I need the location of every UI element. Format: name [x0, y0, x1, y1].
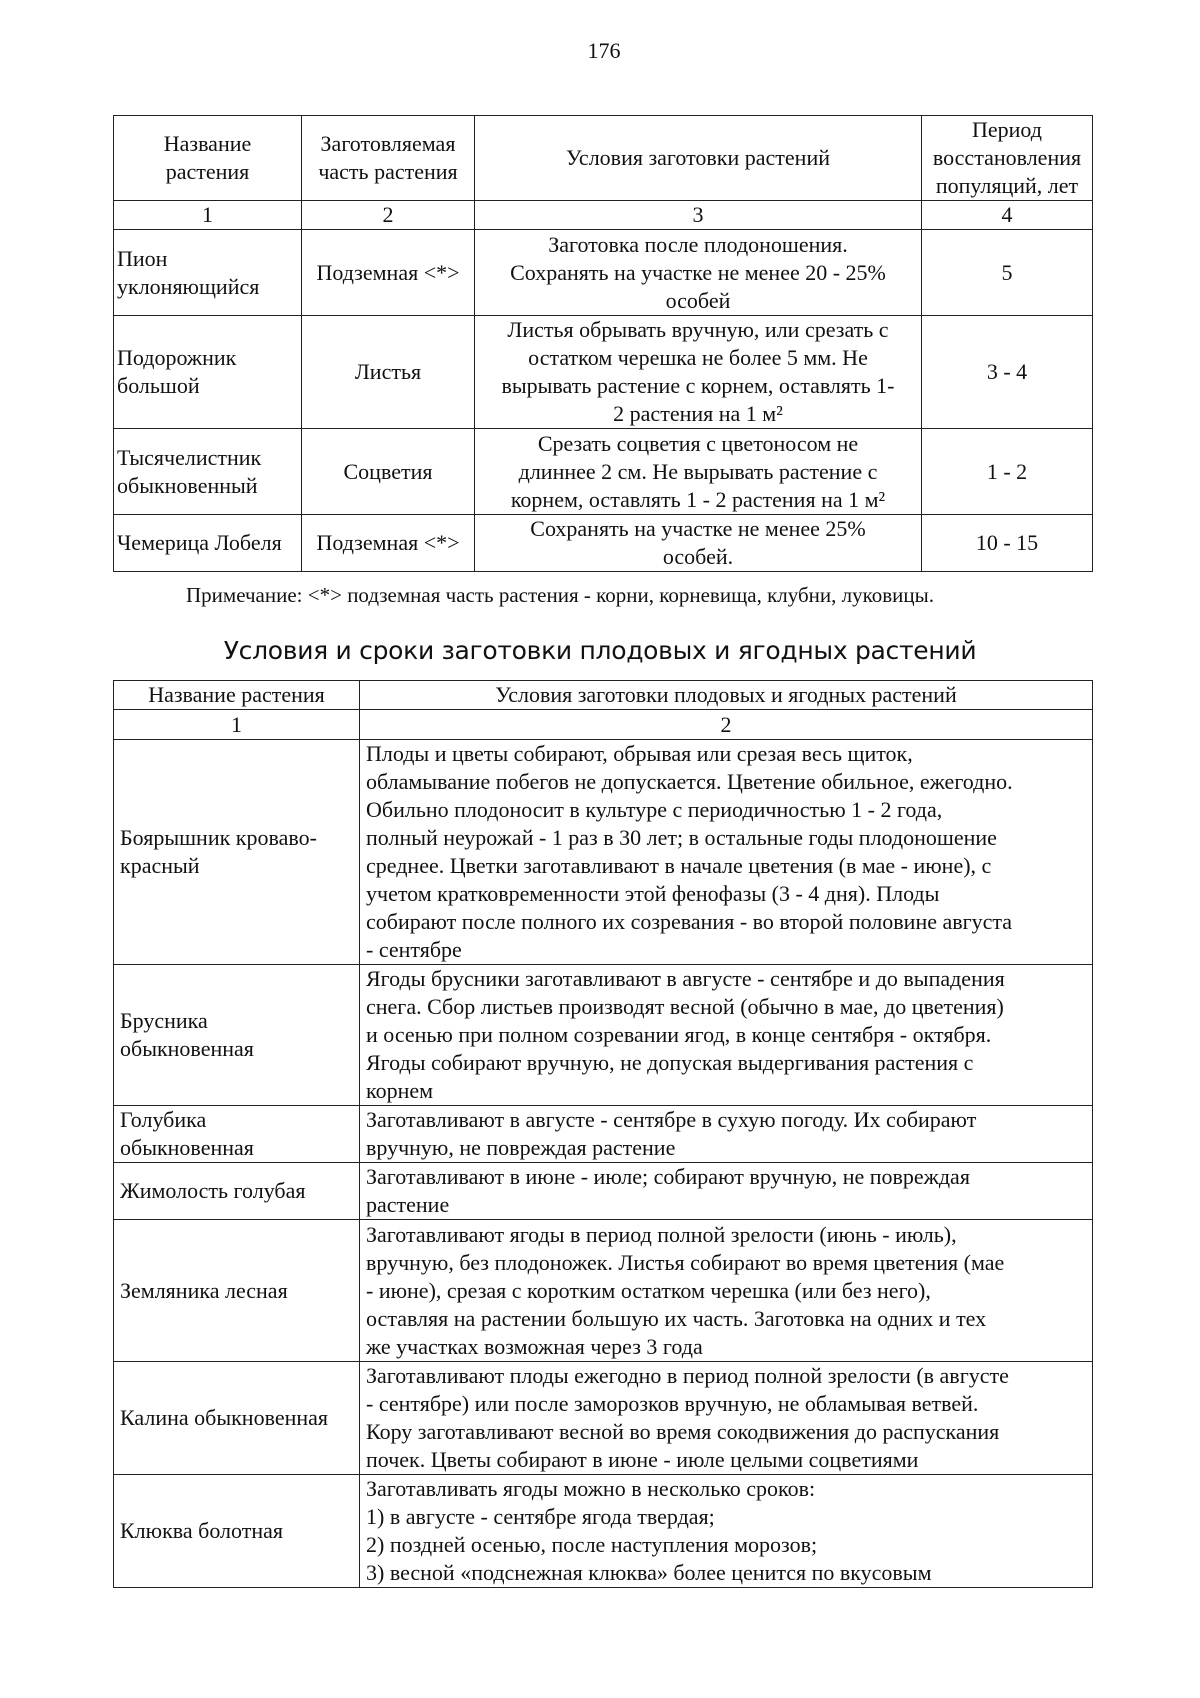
harvest-conditions-line: остатком черешка не более 5 мм. Не [528, 345, 868, 370]
harvest-conditions-line: 3) весной «подснежная клюква» более ценится по вкусовым [366, 1560, 932, 1585]
harvest-conditions-line: - сентябре [366, 937, 462, 962]
column-header [114, 681, 360, 710]
plant-name-line: Чемерица Лобеля [117, 530, 282, 555]
harvest-conditions [360, 740, 1093, 965]
harvest-conditions-line: - сентябре) или после заморозков вручную, не обламывая ветвей. [366, 1391, 979, 1416]
column-number [922, 201, 1093, 230]
harvest-conditions-table [113, 115, 1093, 572]
column-number-row [114, 201, 1093, 230]
header-row [114, 116, 1093, 201]
harvested-part-line: Листья [354, 359, 422, 384]
harvest-conditions-line: полный неурожай - 1 раз в 30 лет; в остальные годы плодоношение [366, 825, 997, 850]
plant-name [114, 429, 302, 515]
plant-name-line: Жимолость голубая [120, 1178, 306, 1203]
plant-name [114, 1163, 360, 1220]
harvest-conditions-line: 2) поздней осенью, после наступления морозов; [366, 1532, 818, 1557]
table-row [114, 1220, 1093, 1362]
plant-name-line: Клюква болотная [120, 1518, 284, 1543]
plant-name [114, 316, 302, 429]
harvest-conditions-line: Заготавливают ягоды в период полной зрелости (июнь - июль), [366, 1221, 957, 1247]
harvest-conditions-line: 1) в августе - сентябре ягода твердая; [366, 1504, 715, 1529]
harvest-conditions-line: - июне), срезая с коротким остатком черешка (или без него), [366, 1277, 931, 1303]
harvest-conditions-line: Сохранять на участке не менее 20 - 25% [510, 259, 886, 285]
harvest-conditions [475, 316, 922, 429]
harvest-conditions-line: Плоды и цветы собирают, обрывая или срезая весь щиток, [366, 741, 913, 766]
fruit-berry-harvest-table [113, 680, 1093, 1588]
plant-name-line: Голубика [120, 1107, 207, 1132]
harvest-conditions-line: Срезать соцветия с цветоносом не [537, 430, 859, 456]
harvest-conditions-line: учетом кратковременности этой фенофазы (3 - 4 дня). Плоды [366, 881, 940, 906]
plant-name-line: обыкновенная [120, 1036, 254, 1061]
column-header [302, 116, 475, 201]
harvest-conditions-line: длиннее 2 см. Не вырывать растение с [518, 458, 878, 484]
harvest-conditions [360, 1163, 1093, 1220]
plant-name-line: Калина обыкновенная [120, 1405, 329, 1430]
recovery-period [922, 316, 1093, 429]
harvest-conditions-line: Заготавливают в июне - июле; собирают вручную, не повреждая [366, 1164, 970, 1189]
plant-name-line: большой [117, 373, 200, 398]
harvest-conditions [475, 429, 922, 515]
harvest-conditions-line: растение [366, 1192, 450, 1217]
plant-name-line: Подорожник [117, 345, 237, 370]
table-row [114, 515, 1093, 572]
harvest-conditions-line: снега. Сбор листьев производят весной (обычно в мае, до цветения) [366, 994, 1004, 1019]
harvested-part-line: Подземная <*> [316, 530, 460, 555]
plant-name-line: Земляника лесная [120, 1277, 288, 1303]
harvested-part [302, 515, 475, 572]
recovery-period-line: 1 - 2 [986, 458, 1028, 484]
harvest-conditions-line: 2 растения на 1 м² [613, 401, 783, 426]
harvest-conditions [360, 1220, 1093, 1362]
column-number-line: 4 [1001, 202, 1013, 227]
harvest-conditions-line: вырывать растение с корнем, оставлять 1- [501, 373, 895, 398]
harvest-conditions-line: собирают после полного их созревания - во второй половине августа [366, 909, 1013, 934]
table-row [114, 1362, 1093, 1475]
plant-name [114, 740, 360, 965]
harvested-part [302, 316, 475, 429]
column-header-line: Заготовляемая [320, 131, 456, 156]
column-number-line: 2 [720, 711, 732, 737]
harvested-part [302, 230, 475, 316]
column-number [114, 201, 302, 230]
column-header-line: восстановления [932, 145, 1082, 170]
table-row [114, 1163, 1093, 1220]
table-row [114, 965, 1093, 1106]
harvest-conditions-line: же участках возможная через 3 года [366, 1333, 703, 1359]
plant-name-line: красный [120, 853, 200, 878]
column-header [475, 116, 922, 201]
harvest-conditions-line: вручную, не повреждая растение [366, 1135, 676, 1160]
column-number [475, 201, 922, 230]
harvest-conditions-line: Листья обрывать вручную, или срезать с [507, 317, 889, 342]
plant-name-line: Брусника [120, 1008, 208, 1033]
plant-name [114, 965, 360, 1106]
recovery-period-line: 5 [1001, 259, 1013, 285]
harvest-conditions-line: вручную, без плодоножек. Листья собирают во время цветения (мае [366, 1249, 1005, 1275]
column-header-line: растения [165, 159, 250, 184]
column-number-line: 1 [231, 711, 242, 737]
column-header [360, 681, 1093, 710]
harvest-conditions-line: особей [665, 287, 731, 313]
plant-name-line: Тысячелистник [117, 444, 262, 470]
harvest-conditions-line: Заготавливают в августе - сентябре в сухую погоду. Их собирают [366, 1107, 977, 1132]
harvest-conditions-line: почек. Цветы собирают в июне - июле целыми соцветиями [366, 1447, 919, 1472]
harvest-conditions [360, 1362, 1093, 1475]
column-number-line: 2 [382, 202, 394, 227]
harvest-conditions-line: Ягоды брусники заготавливают в августе - сентябре и до выпадения [366, 966, 1005, 991]
harvest-conditions-line: Заготавливать ягоды можно в несколько сроков: [366, 1476, 816, 1501]
column-header-line: Период [972, 117, 1042, 142]
harvest-conditions [475, 515, 922, 572]
harvest-conditions [360, 1106, 1093, 1163]
harvest-conditions-line: обламывание побегов не допускается. Цветение обильное, ежегодно. [366, 769, 1013, 794]
section-title: Условия и сроки заготовки плодовых и ягодных растений [223, 636, 977, 665]
harvest-conditions-line: Заготовка после плодоношения. [548, 231, 848, 257]
column-header-line: Название растения [148, 682, 325, 707]
plant-name-line: Пион [117, 245, 168, 271]
column-number [302, 201, 475, 230]
table-row [114, 740, 1093, 965]
column-header-line: Условия заготовки растений [566, 145, 830, 170]
harvest-conditions-line: среднее. Цветки заготавливают в начале цветения (в мае - июне), с [366, 853, 992, 878]
header-row [114, 681, 1093, 710]
column-header-line: популяций, лет [935, 173, 1079, 198]
table-row [114, 1475, 1093, 1588]
harvested-part [302, 429, 475, 515]
recovery-period [922, 515, 1093, 572]
plant-name-line: Боярышник кроваво- [120, 825, 317, 850]
plant-name [114, 1220, 360, 1362]
harvest-conditions [360, 965, 1093, 1106]
recovery-period-line: 10 - 15 [975, 530, 1039, 555]
table-footnote: Примечание: <*> подземная часть растения - корни, корневища, клубни, луковицы. [186, 583, 935, 607]
plant-name [114, 1362, 360, 1475]
harvest-conditions-line: оставляя на растении большую их часть. Заготовка на одних и тех [366, 1305, 987, 1331]
harvest-conditions-line: корнем [366, 1078, 434, 1103]
harvest-conditions-line: Обильно плодоносит в культуре с периодичностью 1 - 2 года, [366, 797, 943, 822]
column-header [114, 116, 302, 201]
harvest-conditions-line: Ягоды собирают вручную, не допуская выдергивания растения с [366, 1050, 974, 1075]
plant-name-line: уклоняющийся [117, 273, 260, 299]
table-row [114, 429, 1093, 515]
column-number-line: 1 [202, 202, 213, 227]
table-row [114, 316, 1093, 429]
column-header [922, 116, 1093, 201]
table-row [114, 1106, 1093, 1163]
plant-name [114, 515, 302, 572]
harvest-conditions-line: корнем, оставлять 1 - 2 растения на 1 м² [510, 486, 886, 512]
plant-name [114, 230, 302, 316]
column-number-row [114, 710, 1093, 740]
recovery-period-line: 3 - 4 [986, 359, 1028, 384]
plant-name-line: обыкновенный [117, 472, 258, 498]
harvest-conditions-line: Заготавливают плоды ежегодно в период полной зрелости (в августе [366, 1363, 1009, 1388]
harvest-conditions-line: и осенью при полном созревании ягод, в конце сентября - октября. [366, 1022, 992, 1047]
recovery-period [922, 429, 1093, 515]
harvested-part-line: Подземная <*> [316, 259, 460, 285]
column-header-line: Название [163, 131, 252, 156]
column-number [360, 710, 1093, 740]
harvest-conditions [360, 1475, 1093, 1588]
plant-name [114, 1475, 360, 1588]
harvested-part-line: Соцветия [343, 458, 433, 484]
column-number-line: 3 [692, 202, 704, 227]
column-header-line: часть растения [318, 159, 458, 184]
column-header-line: Условия заготовки плодовых и ягодных растений [495, 682, 957, 707]
harvest-conditions-line: Сохранять на участке не менее 25% [530, 516, 866, 541]
harvest-conditions-line: особей. [662, 544, 734, 569]
page-number: 176 [587, 38, 621, 63]
plant-name [114, 1106, 360, 1163]
recovery-period [922, 230, 1093, 316]
table-row [114, 230, 1093, 316]
harvest-conditions-line: Кору заготавливают весной во время сокодвижения до распускания [366, 1419, 1000, 1444]
harvest-conditions [475, 230, 922, 316]
column-number [114, 710, 360, 740]
plant-name-line: обыкновенная [120, 1135, 254, 1160]
